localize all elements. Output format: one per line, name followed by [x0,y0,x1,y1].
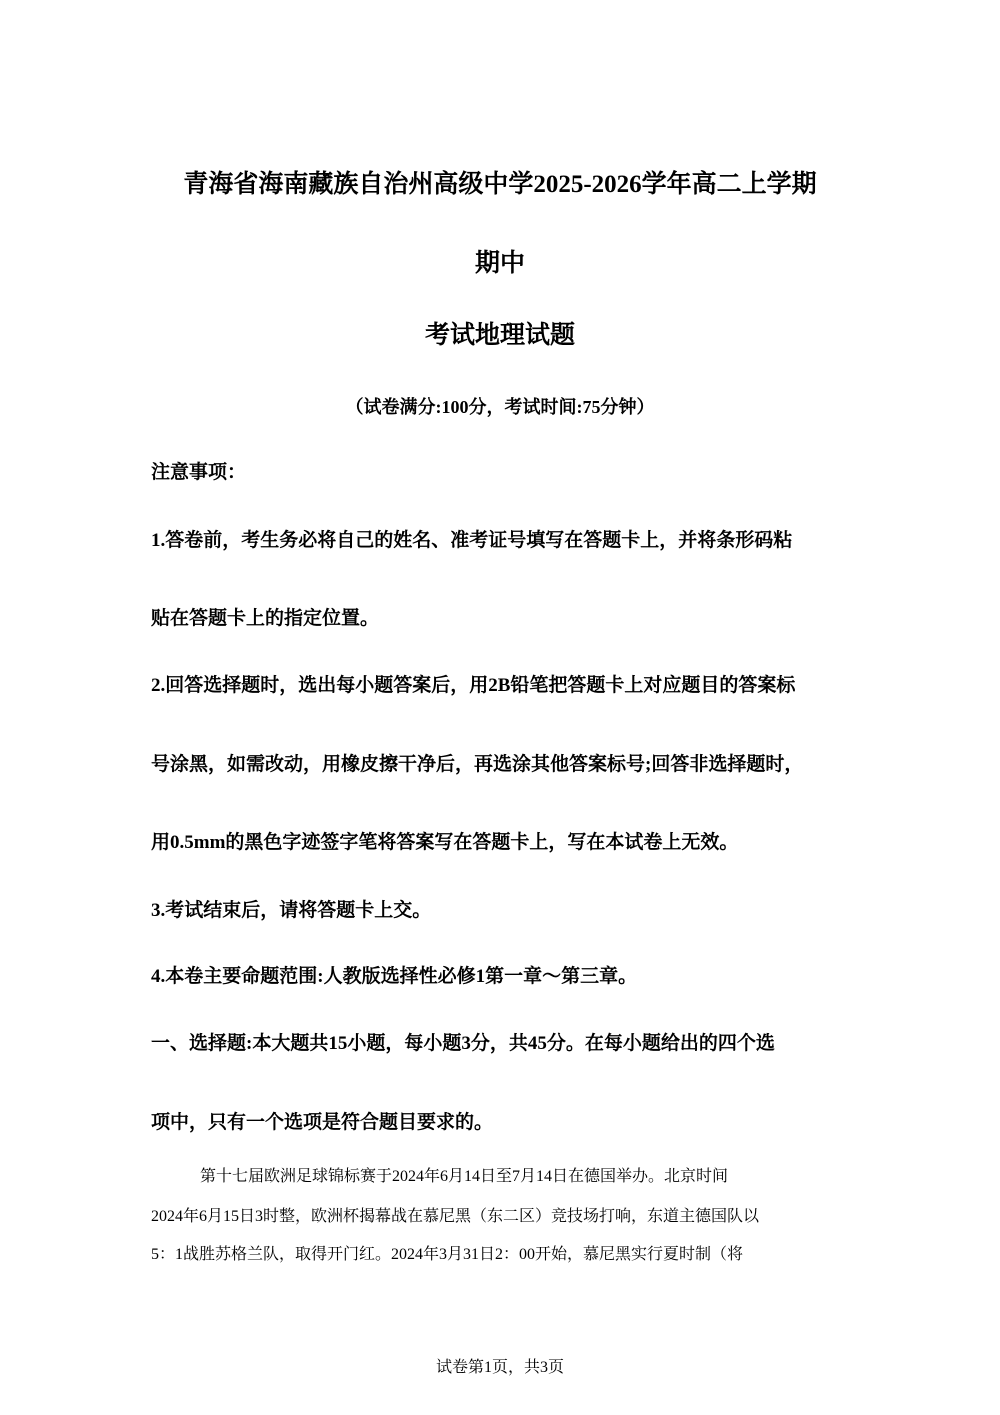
exam-title-line-1: 青海省海南藏族自治州高级中学2025-2026学年高二上学期 [183,171,817,198]
section-heading-line-2: 项中，只有一个选项是符合题目要求的。 [151,1112,494,1133]
notice-item-3: 3.考试结束后，请将答题卡上交。 [151,900,432,921]
notice-item-2-line-3: 用0.5mm的黑色字迹签字笔将答案写在答题卡上，写在本试卷上无效。 [151,832,739,853]
exam-title-line-3: 考试地理试题 [424,322,575,349]
exam-title-line-2: 期中 [474,250,525,277]
passage-line-1: 第十七届欧洲足球锦标赛于2024年6月14日至7月14日在德国举办。北京时间 [200,1168,729,1185]
notice-item-2-line-2: 号涂黑，如需改动，用橡皮擦干净后，再选涂其他答案标号;回答非选择题时， [151,754,804,775]
section-heading-line-1: 一、选择题:本大题共15小题，每小题3分，共45分。在每小题给出的四个选 [151,1033,775,1054]
page-footer: 试卷第1页，共3页 [435,1359,564,1376]
notice-item-1-line-1: 1.答卷前，考生务必将自己的姓名、准考证号填写在答题卡上，并将条形码粘 [151,530,793,551]
notice-item-4: 4.本卷主要命题范围:人教版选择性必修1第一章～第三章。 [151,966,638,987]
notice-item-1-line-2: 贴在答题卡上的指定位置。 [151,608,380,629]
passage-line-2: 2024年6月15日3时整，欧洲杯揭幕战在慕尼黑（东二区）竞技场打响，东道主德国队以 [151,1208,760,1225]
notice-item-2-line-1: 2.回答选择题时，选出每小题答案后，用2B铅笔把答题卡上对应题目的答案标 [151,675,796,696]
exam-info: （试卷满分:100分，考试时间:75分钟） [345,397,655,417]
notice-heading: 注意事项： [151,462,247,483]
passage-line-3: 5：1战胜苏格兰队，取得开门红。2024年3月31日2：00开始，慕尼黑实行夏时制（将 [151,1246,744,1263]
